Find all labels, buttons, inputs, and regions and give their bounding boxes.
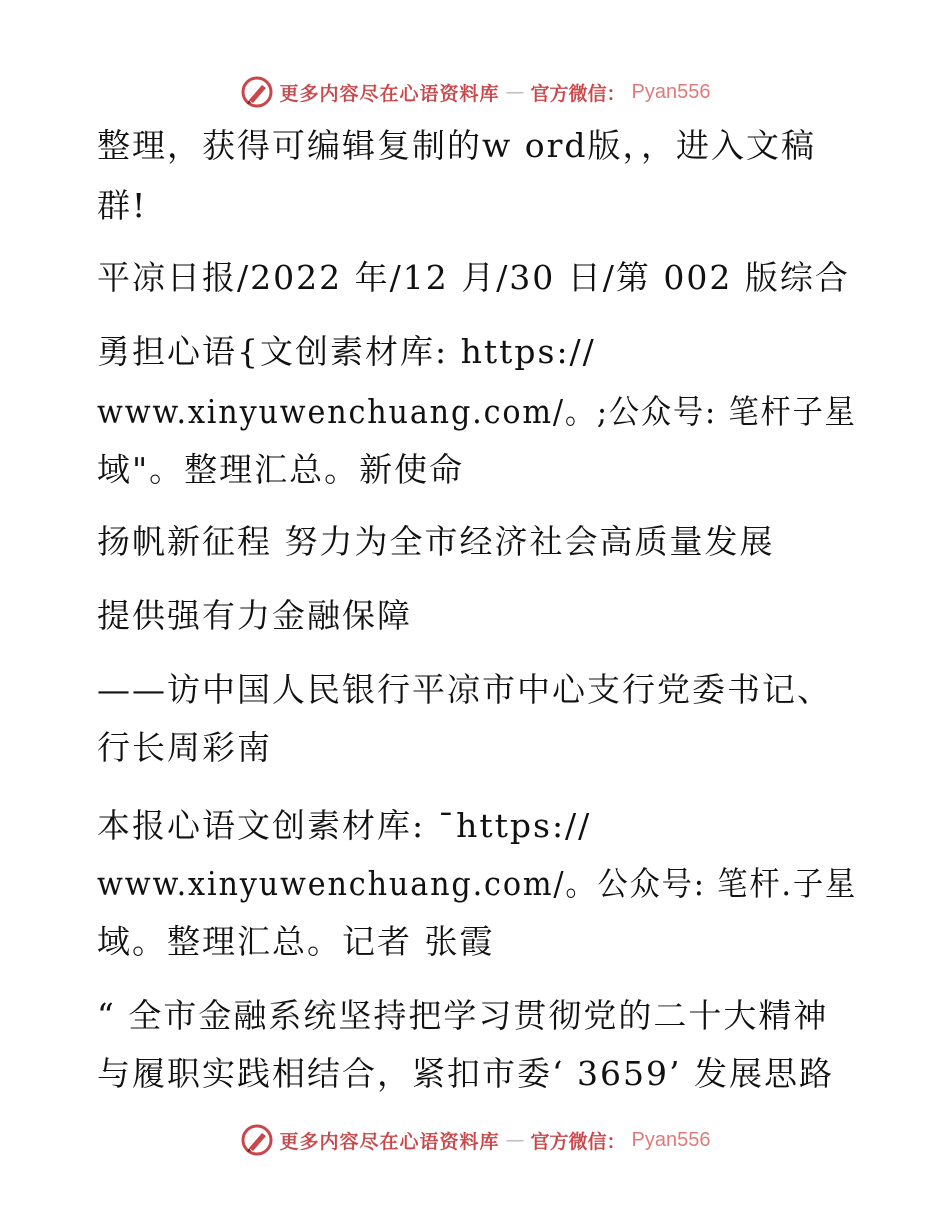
watermark-text: 更多内容尽在心语资料库 <box>279 1130 500 1153</box>
watermark-wechat-id: Pyan556 <box>631 80 711 103</box>
body-line: 与履职实践相结合，紧扣市委‘ 3659’ 发展思路 <box>97 1054 834 1093</box>
body-line: ——访中国人民银行平凉市中心支行党委书记、 <box>97 670 832 709</box>
watermark-wechat-id: Pyan556 <box>631 1128 711 1151</box>
footer-watermark <box>0 1120 950 1160</box>
watermark-dash: — <box>505 81 525 103</box>
body-line: 域。整理汇总。记者 张霞 <box>97 922 495 961</box>
watermark-text: 更多内容尽在心语资料库 <box>279 82 500 105</box>
pen-logo-icon <box>240 75 274 109</box>
body-line: 行长周彩南 <box>97 728 272 767</box>
body-line: 群! <box>97 186 148 225</box>
watermark-official-label: 官方微信： <box>530 1130 626 1153</box>
body-line: 勇担心语{文创素材库: https:// <box>97 332 596 371</box>
pen-logo-icon <box>240 1123 274 1157</box>
body-line: 域"。整理汇总。新使命 <box>97 450 465 489</box>
body-line: 扬帆新征程 努力为全市经济社会高质量发展 <box>97 522 775 561</box>
body-line: 平凉日报/2022 年/12 月/30 日/第 002 版综合 <box>97 258 850 297</box>
body-line: 整理，获得可编辑复制的w ord版，，进入文稿 <box>97 126 817 165</box>
watermark-dash: — <box>505 1129 525 1151</box>
watermark-official-label: 官方微信： <box>530 82 626 105</box>
body-line: 本报心语文创素材库: ¯https:// <box>97 806 592 845</box>
body-line: www.xinyuwenchuang.com/。公众号: 笔杆.子星 <box>97 864 858 903</box>
body-line: 提供强有力金融保障 <box>97 596 412 635</box>
header-watermark <box>0 72 950 112</box>
body-line: www.xinyuwenchuang.com/。;公众号: 笔杆子星 <box>97 392 857 431</box>
body-line: “ 全市金融系统坚持把学习贯彻党的二十大精神 <box>97 996 829 1035</box>
